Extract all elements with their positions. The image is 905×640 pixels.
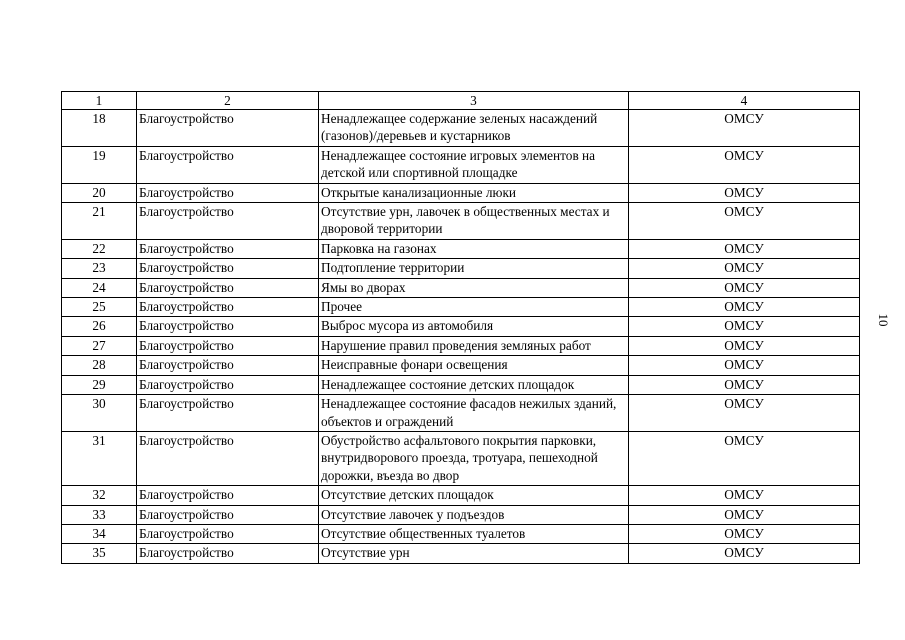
row-number-cell: 34 [62,524,137,543]
responsible-cell: ОМСУ [629,239,860,258]
row-number-cell: 20 [62,183,137,202]
issue-cell: Ненадлежащее состояние игровых элементов на детской или спортивной площадке [319,146,629,183]
column-number-2: 2 [137,92,319,110]
category-cell: Благоустройство [137,278,319,297]
row-number-cell: 25 [62,298,137,317]
responsible-cell: ОМСУ [629,278,860,297]
table-row [62,298,860,317]
row-number-cell: 19 [62,146,137,183]
issue-cell: Ненадлежащее состояние фасадов нежилых зданий, объектов и ограждений [319,395,629,432]
table-body [62,92,860,564]
responsible-cell: ОМСУ [629,110,860,147]
row-number-cell: 23 [62,259,137,278]
row-number-cell: 32 [62,486,137,505]
table-row [62,259,860,278]
responsible-cell: ОМСУ [629,203,860,240]
issue-cell: Отсутствие урн [319,544,629,563]
table-row [62,317,860,336]
responsible-cell: ОМСУ [629,375,860,394]
category-cell: Благоустройство [137,317,319,336]
responsible-cell: ОМСУ [629,395,860,432]
responsible-cell: ОМСУ [629,486,860,505]
row-number-cell: 31 [62,431,137,485]
table-row [62,203,860,240]
issue-cell: Неисправные фонари освещения [319,356,629,375]
category-cell: Благоустройство [137,259,319,278]
table-row [62,356,860,375]
row-number-cell: 29 [62,375,137,394]
category-cell: Благоустройство [137,110,319,147]
issue-cell: Открытые канализационные люки [319,183,629,202]
row-number-cell: 24 [62,278,137,297]
issue-cell: Обустройство асфальтового покрытия парковки, внутридворового проезда, тротуара, пешеходной дорожки, въезда во двор [319,431,629,485]
responsible-cell: ОМСУ [629,317,860,336]
issue-cell: Отсутствие лавочек у подъездов [319,505,629,524]
issue-cell: Ненадлежащее состояние детских площадок [319,375,629,394]
category-cell: Благоустройство [137,375,319,394]
table-row [62,278,860,297]
category-cell: Благоустройство [137,239,319,258]
page-number: 10 [876,313,891,327]
table-row [62,544,860,563]
column-number-3: 3 [319,92,629,110]
issue-cell: Парковка на газонах [319,239,629,258]
category-cell: Благоустройство [137,395,319,432]
table-row [62,183,860,202]
category-cell: Благоустройство [137,505,319,524]
row-number-cell: 18 [62,110,137,147]
issue-cell: Ненадлежащее содержание зеленых насаждений (газонов)/деревьев и кустарников [319,110,629,147]
category-cell: Благоустройство [137,183,319,202]
table-row [62,395,860,432]
responsible-cell: ОМСУ [629,431,860,485]
responsible-cell: ОМСУ [629,183,860,202]
table-row [62,431,860,485]
row-number-cell: 30 [62,395,137,432]
responsible-cell: ОМСУ [629,259,860,278]
category-cell: Благоустройство [137,486,319,505]
issue-cell: Нарушение правил проведения земляных работ [319,336,629,355]
table-row [62,486,860,505]
row-number-cell: 26 [62,317,137,336]
category-cell: Благоустройство [137,146,319,183]
category-cell: Благоустройство [137,356,319,375]
column-number-row [62,92,860,110]
category-cell: Благоустройство [137,336,319,355]
row-number-cell: 28 [62,356,137,375]
table-row [62,146,860,183]
issue-cell: Подтопление территории [319,259,629,278]
responsible-cell: ОМСУ [629,524,860,543]
issues-table [61,91,860,564]
column-number-4: 4 [629,92,860,110]
category-cell: Благоустройство [137,298,319,317]
responsible-cell: ОМСУ [629,505,860,524]
row-number-cell: 35 [62,544,137,563]
row-number-cell: 21 [62,203,137,240]
table-row [62,336,860,355]
row-number-cell: 27 [62,336,137,355]
table-row [62,524,860,543]
category-cell: Благоустройство [137,203,319,240]
responsible-cell: ОМСУ [629,336,860,355]
issue-cell: Отсутствие общественных туалетов [319,524,629,543]
issue-cell: Отсутствие детских площадок [319,486,629,505]
row-number-cell: 22 [62,239,137,258]
table-row [62,239,860,258]
responsible-cell: ОМСУ [629,356,860,375]
row-number-cell: 33 [62,505,137,524]
issue-cell: Ямы во дворах [319,278,629,297]
table-row [62,110,860,147]
category-cell: Благоустройство [137,524,319,543]
table-row [62,505,860,524]
table-row [62,375,860,394]
issue-cell: Отсутствие урн, лавочек в общественных местах и дворовой территории [319,203,629,240]
responsible-cell: ОМСУ [629,298,860,317]
category-cell: Благоустройство [137,544,319,563]
issue-cell: Прочее [319,298,629,317]
responsible-cell: ОМСУ [629,146,860,183]
category-cell: Благоустройство [137,431,319,485]
issue-cell: Выброс мусора из автомобиля [319,317,629,336]
responsible-cell: ОМСУ [629,544,860,563]
column-number-1: 1 [62,92,137,110]
